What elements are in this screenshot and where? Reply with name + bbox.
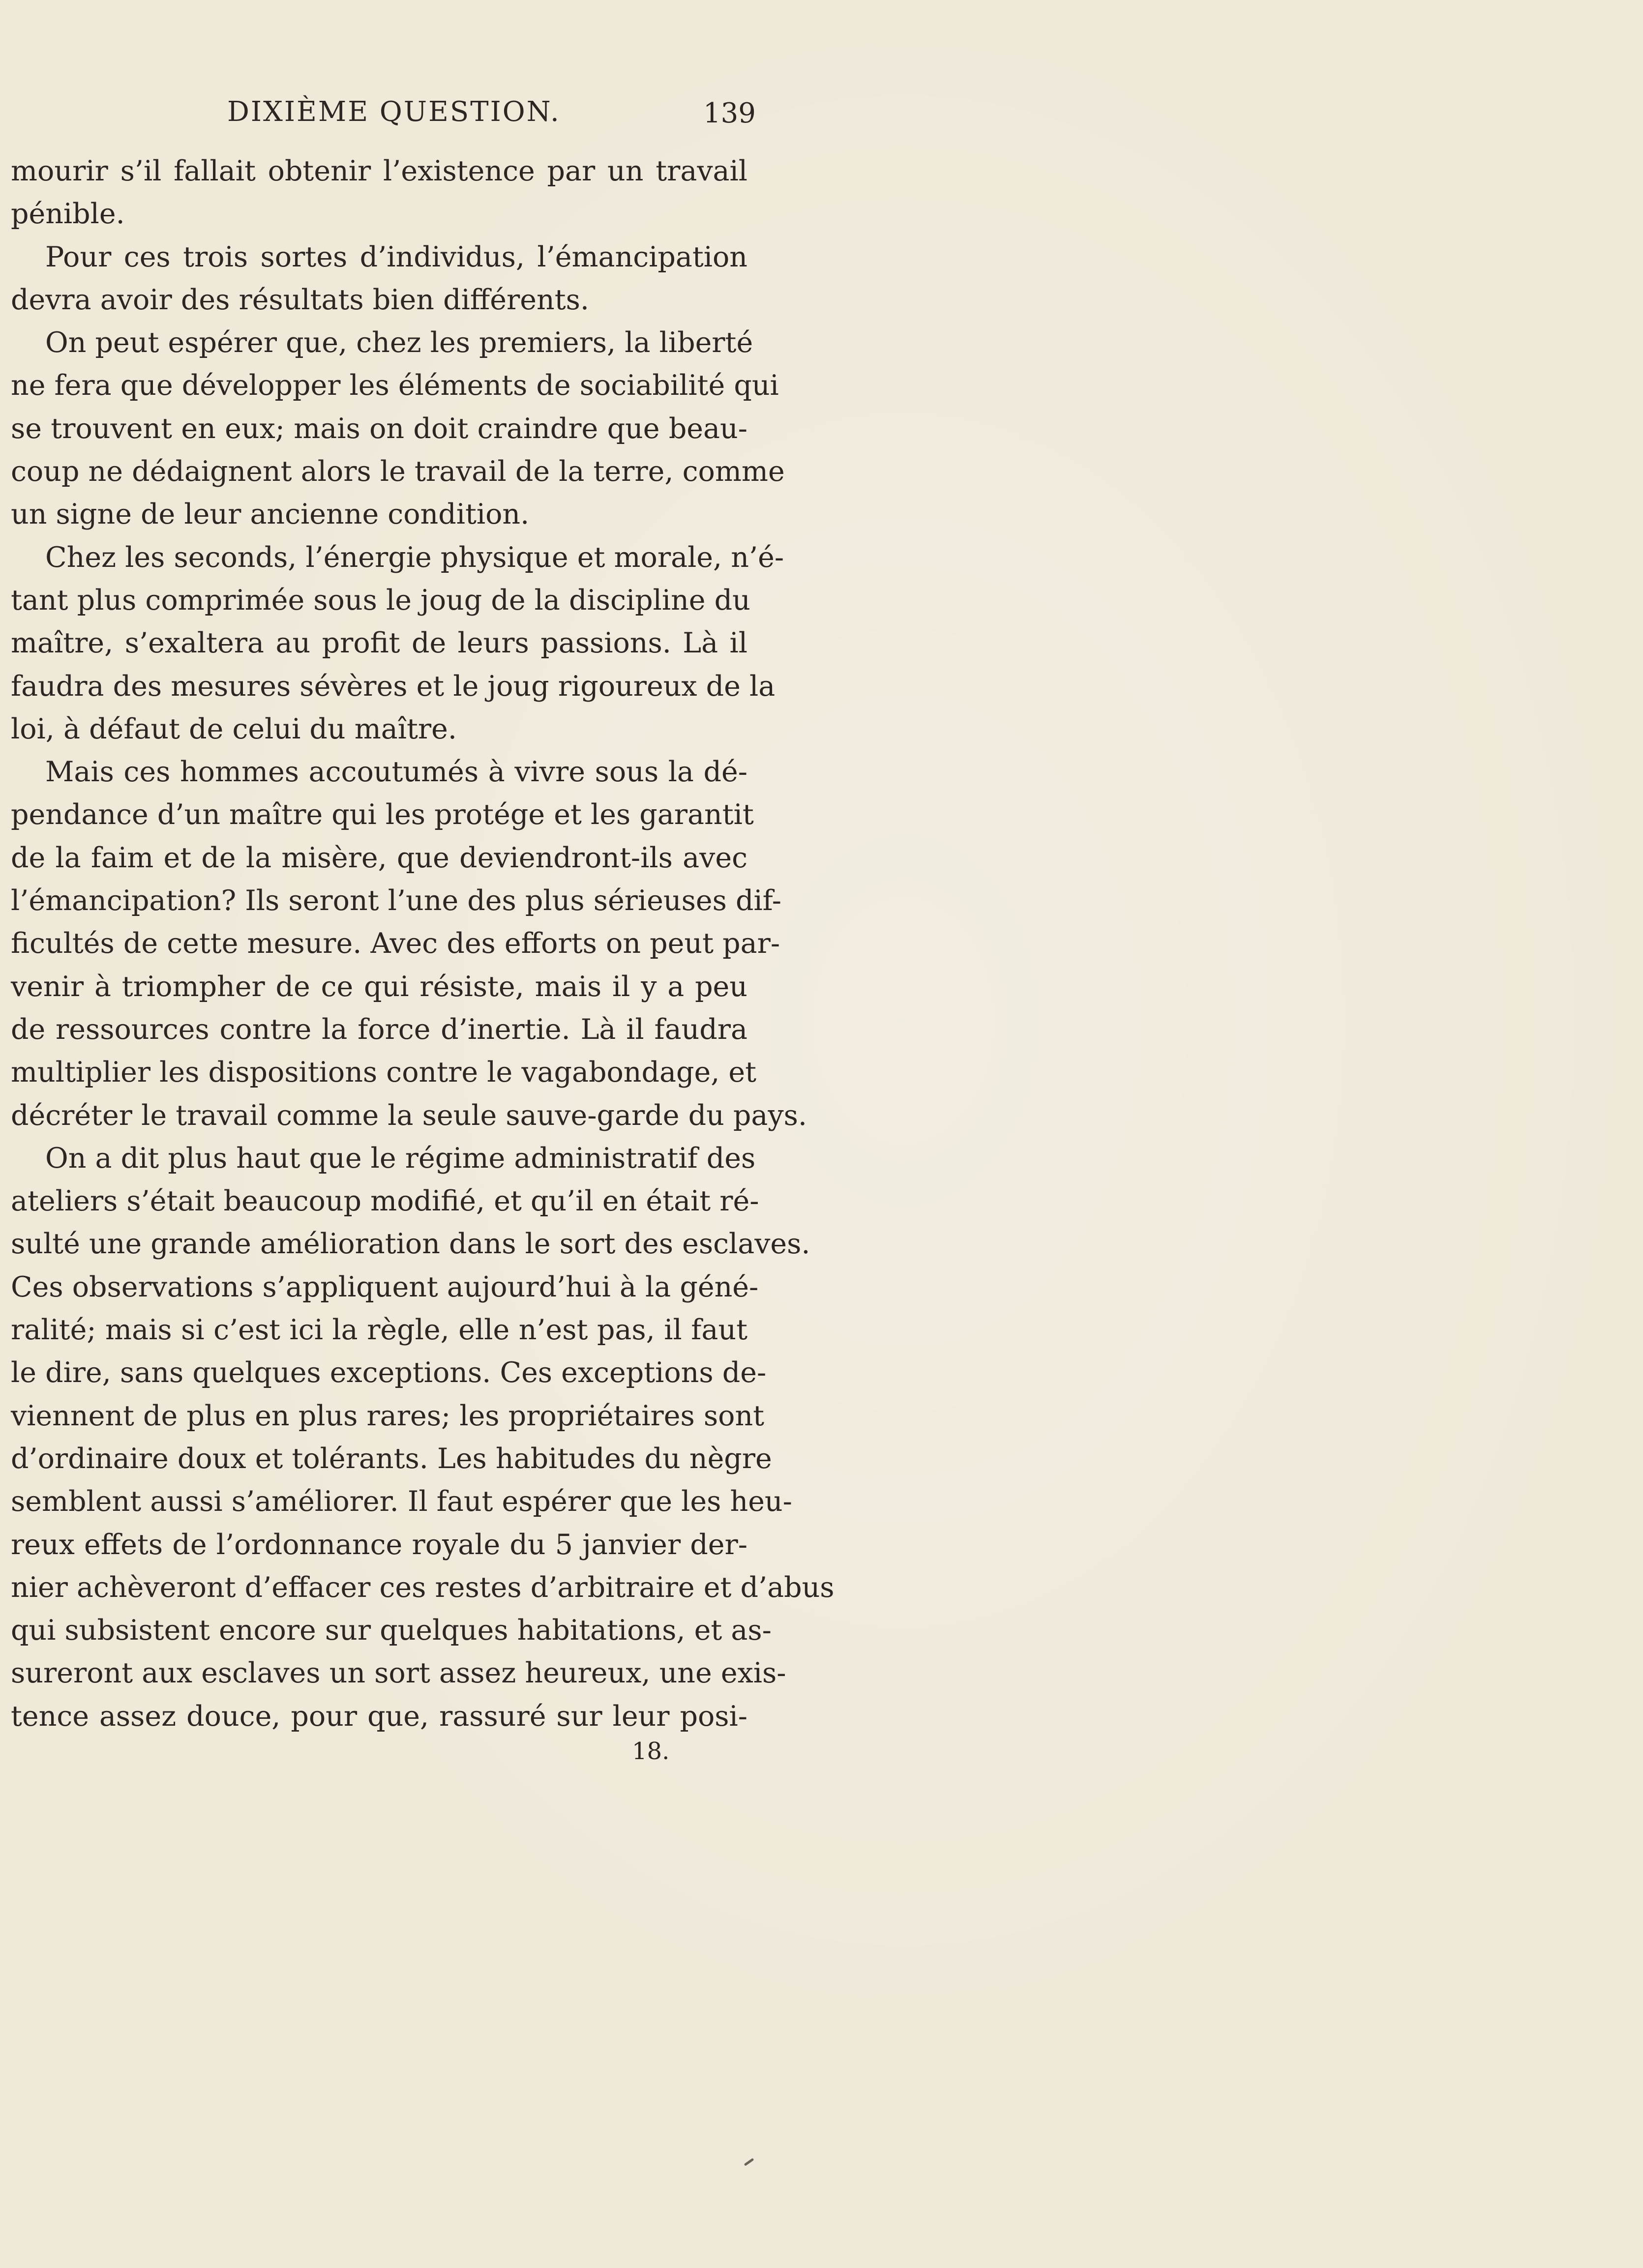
text-line: le dire, sans quelques exceptions. Ces exceptions de- — [11, 1356, 767, 1389]
signature-mark: 18. — [632, 1738, 670, 1765]
text-line: d’ordinaire doux et tolérants. Les habitudes du nègre — [11, 1442, 772, 1475]
text-line: ficultés de cette mesure. Avec des efforts on peut par- — [11, 927, 780, 960]
text-line: viennent de plus en plus rares; les propriétaires sont — [11, 1399, 765, 1432]
text-line: l’émancipation? Ils seront l’une des plus sérieuses dif- — [11, 884, 781, 917]
text-line: venir à triompher de ce qui résiste, mais il y a peu — [11, 970, 747, 1003]
text-line: sulté une grande amélioration dans le sort des esclaves. — [11, 1228, 810, 1261]
text-line: se trouvent en eux; mais on doit craindre que beau- — [11, 412, 747, 445]
text-line: un signe de leur ancienne condition. — [11, 498, 530, 531]
text-line: pénible. — [11, 198, 125, 231]
text-line: pendance d’un maître qui les protége et les garantit — [11, 798, 754, 831]
text-line: faudra des mesures sévères et le joug rigoureux de la — [11, 670, 776, 703]
text-line: maître, s’exaltera au profit de leurs passions. Là il — [11, 627, 747, 660]
text-line: multiplier les dispositions contre le vagabondage, et — [11, 1056, 757, 1089]
text-line: Chez les seconds, l’énergie physique et morale, n’é- — [45, 541, 784, 574]
text-line: tant plus comprimée sous le joug de la discipline du — [11, 584, 750, 617]
page-number: 139 — [703, 97, 756, 129]
text-line: On peut espérer que, chez les premiers, la liberté — [45, 326, 753, 359]
text-line: nier achèveront d’effacer ces restes d’arbitraire et d’abus — [11, 1571, 835, 1604]
text-line: ateliers s’était beaucoup modifié, et qu’il en était ré- — [11, 1185, 759, 1218]
paper-speck — [744, 2158, 754, 2166]
body-text — [11, 150, 835, 1738]
text-line: sureront aux esclaves un sort assez heureux, une exis- — [11, 1657, 786, 1690]
text-line: loi, à défaut de celui du maître. — [11, 712, 457, 745]
text-line: devra avoir des résultats bien différents. — [11, 283, 589, 316]
text-line: de ressources contre la force d’inertie. Là il faudra — [11, 1013, 747, 1046]
text-line: ralité; mais si c’est ici la règle, elle n’est pas, il faut — [11, 1314, 747, 1347]
text-line: On a dit plus haut que le régime administratif des — [45, 1142, 756, 1175]
text-line: tence assez douce, pour que, rassuré sur leur posi- — [11, 1700, 747, 1733]
text-line: coup ne dédaignent alors le travail de la terre, comme — [11, 455, 785, 488]
text-line: reux effets de l’ordonnance royale du 5 janvier der- — [11, 1528, 747, 1561]
text-line: semblent aussi s’améliorer. Il faut espérer que les heu- — [11, 1485, 792, 1518]
text-line: ne fera que développer les éléments de sociabilité qui — [11, 369, 779, 402]
text-line: Ces observations s’appliquent aujourd’hui à la géné- — [11, 1270, 759, 1303]
text-line: décréter le travail comme la seule sauve-garde du pays. — [11, 1099, 807, 1132]
text-line: mourir s’il fallait obtenir l’existence par un travail — [11, 155, 747, 187]
running-head-title: DIXIÈME QUESTION. — [227, 96, 561, 128]
text-line: qui subsistent encore sur quelques habitations, et as- — [11, 1614, 772, 1647]
text-line: Pour ces trois sortes d’individus, l’émancipation — [45, 240, 747, 273]
text-line: Mais ces hommes accoutumés à vivre sous la dé- — [45, 756, 747, 789]
text-line: de la faim et de la misère, que deviendront-ils avec — [11, 841, 747, 874]
